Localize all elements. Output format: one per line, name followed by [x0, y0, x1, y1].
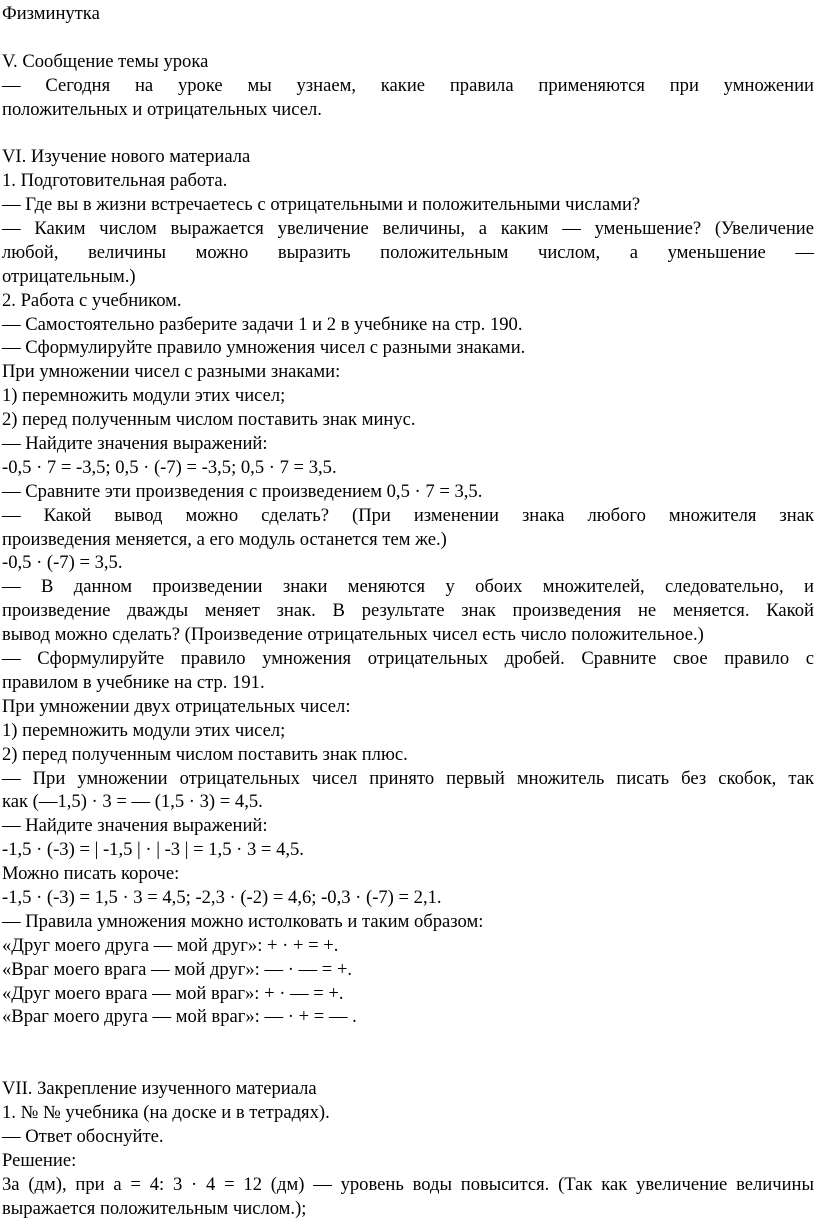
text-line: — Ответ обоснуйте.	[2, 1125, 164, 1147]
blank-line	[2, 1029, 814, 1053]
text-line: V. Сообщение темы урока	[2, 50, 209, 72]
text-line: — Где вы в жизни встречаетесь с отрицательными и положительными числами?	[2, 194, 641, 216]
text-line: При умножении чисел с разными знаками:	[2, 361, 341, 383]
blank-line	[2, 26, 814, 50]
text-line: — Сравните эти произведения с произведением 0,5 · 7 = 3,5.	[2, 480, 483, 502]
text-line: вывод можно сделать? (Произведение отрицательных чисел есть число положительное.)	[2, 624, 704, 646]
text-line: «Враг моего врага — мой друг»: — · — = +.	[2, 958, 353, 980]
text-line: — Сформулируйте правило умножения чисел с разными знаками.	[2, 337, 526, 359]
text-line: — Какой вывод можно сделать? (При изменении знака любого множителя знак	[2, 504, 814, 526]
text-line: — Сформулируйте правило умножения отрицательных дробей. Сравните свое правило с	[2, 648, 814, 670]
text-line: «Друг моего врага — мой враг»: + · — = +.	[2, 982, 344, 1004]
text-line: правилом в учебнике на стр. 191.	[2, 671, 265, 693]
text-line: положительных и отрицательных чисел.	[2, 98, 322, 120]
text-line: — Найдите значения выражений:	[2, 815, 268, 837]
text-line: Можно писать короче:	[2, 863, 180, 885]
text-line: Решение:	[2, 1149, 77, 1171]
text-line: любой, величины можно выразить положительным числом, а уменьшение —	[2, 241, 814, 263]
text-line: 2. Работа с учебником.	[2, 289, 182, 311]
text-line: Физминутка	[2, 3, 100, 24]
text-line: «Друг моего друга — мой друг»: + · + = +.	[2, 934, 339, 956]
text-line: — Каким числом выражается увеличение величины, а каким — уменьшение? (Увеличение	[2, 218, 814, 240]
text-line: При умножении двух отрицательных чисел:	[2, 695, 351, 717]
text-line: произведения меняется, а его модуль останется тем же.)	[2, 528, 447, 550]
text-line: — Правила умножения можно истолковать и таким образом:	[2, 910, 484, 932]
blank-line	[2, 1053, 814, 1077]
text-line: — Самостоятельно разберите задачи 1 и 2 в учебнике на стр. 190.	[2, 313, 523, 335]
text-line: -0,5 · (-7) = 3,5.	[2, 552, 123, 574]
text-line: -1,5 · (-3) = | -1,5 | · | -3 | = 1,5 · 3 = 4,5.	[2, 839, 304, 861]
text-line: — Сегодня на уроке мы узнаем, какие правила применяются при умножении	[2, 74, 814, 96]
text-line: VII. Закрепление изученного материала	[2, 1078, 317, 1100]
text-line: произведение дважды меняет знак. В результате знак произведения не меняется. Какой	[2, 600, 814, 622]
text-line: -1,5 · (-3) = 1,5 · 3 = 4,5; -2,3 · (-2) = 4,6; -0,3 · (-7) = 2,1.	[2, 886, 442, 908]
text-line: 1) перемножить модули этих чисел;	[2, 719, 286, 741]
text-line: как (—1,5) · 3 = — (1,5 · 3) = 4,5.	[2, 791, 263, 813]
text-line: 2) перед полученным числом поставить знак плюс.	[2, 743, 408, 765]
text-line: 2) перед полученным числом поставить знак минус.	[2, 409, 416, 431]
text-line: «Враг моего друга — мой враг»: — · + = — .	[2, 1006, 357, 1028]
text-line: — В данном произведении знаки меняются у обоих множителей, следовательно, и	[2, 576, 814, 598]
text-line: отрицательным.)	[2, 265, 136, 287]
text-line: — Найдите значения выражений:	[2, 433, 268, 455]
text-line: 1. № № учебника (на доске и в тетрадях).	[2, 1101, 330, 1123]
text-line: VI. Изучение нового материала	[2, 146, 251, 168]
text-line: 1. Подготовительная работа.	[2, 170, 228, 192]
text-line: -0,5 · 7 = -3,5; 0,5 · (-7) = -3,5; 0,5 · 7 = 3,5.	[2, 456, 337, 478]
text-line: 1) перемножить модули этих чисел;	[2, 385, 286, 407]
text-line: выражается положительным числом.);	[2, 1197, 307, 1219]
text-line: 3а (дм), при а = 4: 3 · 4 = 12 (дм) — уровень воды повысится. (Так как увеличение величины	[2, 1173, 814, 1195]
blank-line	[2, 121, 814, 145]
text-line: — При умножении отрицательных чисел принято первый множитель писать без скобок, так	[2, 767, 814, 789]
